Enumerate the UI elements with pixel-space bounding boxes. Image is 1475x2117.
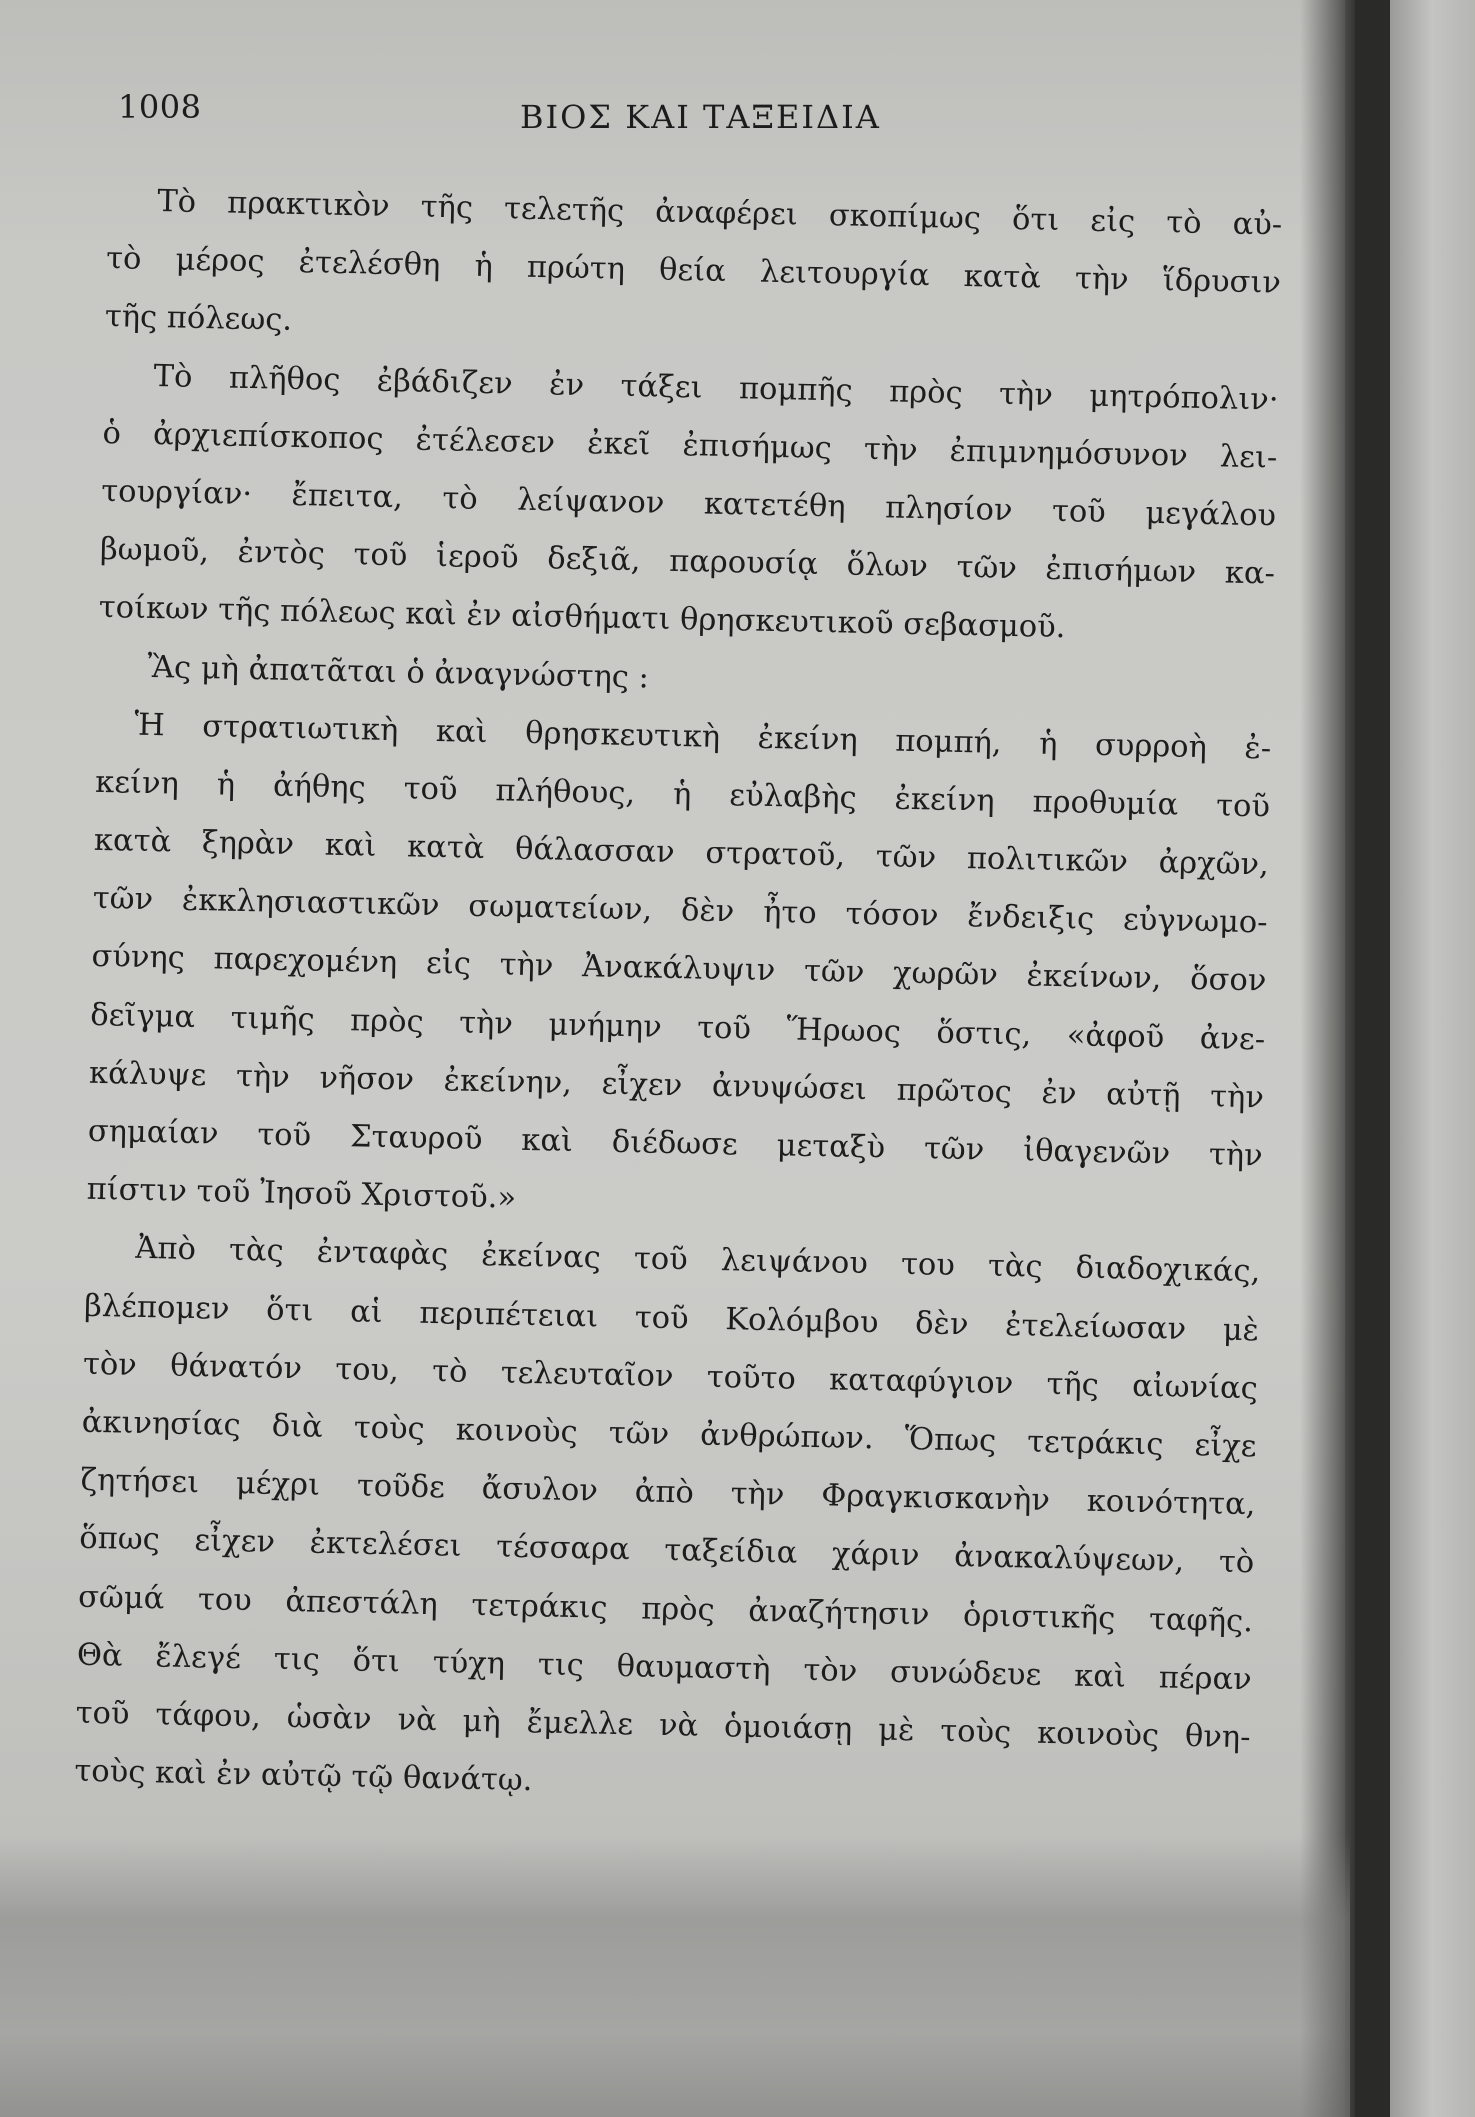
- text-line: κατὰ ξηρὰν καὶ κατὰ θάλασσαν στρατοῦ, τῶν πολιτικῶν ἀρχῶν,: [93, 822, 1270, 883]
- text-line: σύνης παρεχομένη εἰς τὴν Ἀνακάλυψιν τῶν χωρῶν ἐκείνων, ὅσον: [91, 939, 1267, 999]
- text-line: ὁ ἀρχιεπίσκοπος ἐτέλεσεν ἐκεῖ ἐπισήμως τὴν ἐπιμνημόσυνον λει-: [102, 415, 1278, 476]
- text-line: Τὸ πρακτικὸν τῆς τελετῆς ἀναφέρει σκοπίμως ὅτι εἰς τὸ αὐ-: [157, 184, 1283, 243]
- text-line: ὅπως εἶχεν ἐκτελέσει τέσσαρα ταξείδια χάριν ἀνακαλύψεων, τὸ: [79, 1521, 1255, 1581]
- adjacent-page-edge: [1390, 0, 1475, 2117]
- text-line: σῶμά του ἀπεστάλη τετράκις πρὸς ἀναζήτησιν ὁριστικῆς ταφῆς.: [77, 1579, 1254, 1639]
- text-line: κείνη ἡ ἀήθης τοῦ πλήθους, ἡ εὐλαβὴς ἐκείνη προθυμία τοῦ: [94, 764, 1271, 825]
- bottom-stain: [0, 1835, 1350, 2117]
- text-line: Ἂς μὴ ἀπατᾶται ὁ ἀναγνώστης :: [147, 649, 650, 695]
- text-line: κάλυψε τὴν νῆσον ἐκείνην, εἶχεν ἀνυψώσει πρῶτος ἐν αὐτῇ τὴν: [88, 1055, 1265, 1116]
- text-line: τουργίαν· ἔπειτα, τὸ λείψανον κατετέθη πλησίον τοῦ μεγάλου: [100, 473, 1277, 534]
- page-header: [100, 88, 1280, 148]
- gutter-shadow: [1300, 0, 1360, 2117]
- text-line: ζητήσει μέχρι τοῦδε ἄσυλον ἀπὸ τὴν Φραγκισκανὴν κοινότητα,: [80, 1462, 1256, 1523]
- text-line: τοίκων τῆς πόλεως καὶ ἐν αἰσθήματι θρησκευτικοῦ σεβασμοῦ.: [98, 590, 1066, 646]
- text-line: σημαίαν τοῦ Σταυροῦ καὶ διέδωσε μεταξὺ τῶν ἰθαγενῶν τὴν: [87, 1113, 1264, 1174]
- text-line: Ἡ στρατιωτικὴ καὶ θρησκευτικὴ ἐκείνη πομπή, ἡ συρροὴ ἐ-: [134, 707, 1272, 767]
- running-title: ΒΙΟΣ ΚΑΙ ΤΑΞΕΙΔΙΑ: [520, 98, 881, 136]
- page-number: 1008: [118, 88, 202, 126]
- text-line: τῆς πόλεως.: [104, 299, 293, 339]
- text-line: βωμοῦ, ἐντὸς τοῦ ἱεροῦ δεξιᾶ, παρουσίᾳ ὅλων τῶν ἐπισήμων κα-: [99, 532, 1276, 592]
- text-line: δεῖγμα τιμῆς πρὸς τὴν μνήμην τοῦ Ἥρωος ὅστις, «ἀφοῦ ἀνε-: [89, 997, 1266, 1058]
- text-line: βλέπομεν ὅτι αἱ περιπέτειαι τοῦ Κολόμβου δὲν ἐτελείωσαν μὲ: [83, 1288, 1260, 1348]
- text-line: τὸ μέρος ἐτελέσθη ἡ πρώτη θεία λειτουργία κατὰ τὴν ἵδρυσιν: [105, 241, 1282, 301]
- text-line: Ἀπὸ τὰς ἐνταφὰς ἐκείνας τοῦ λειψάνου του τὰς διαδοχικάς,: [135, 1231, 1261, 1290]
- text-line: τοῦ τάφου, ὡσὰν νὰ μὴ ἔμελλε νὰ ὁμοιάσῃ μὲ τοὺς κοινοὺς θνη-: [75, 1695, 1251, 1756]
- text-line: πίστιν τοῦ Ἰησοῦ Χριστοῦ.»: [86, 1171, 517, 1216]
- text-line: τοὺς καὶ ἐν αὐτῷ τῷ θανάτῳ.: [74, 1753, 533, 1799]
- text-line: Τὸ πλῆθος ἐβάδιζεν ἐν τάξει πομπῆς πρὸς τὴν μητρόπολιν·: [153, 358, 1279, 418]
- book-spine: [1355, 0, 1390, 2117]
- text-line: τὸν θάνατόν του, τὸ τελευταῖον τοῦτο καταφύγιον τῆς αἰωνίας: [82, 1346, 1259, 1407]
- text-line: ἀκινησίας διὰ τοὺς κοινοὺς τῶν ἀνθρώπων. Ὅπως τετράκις εἶχε: [81, 1404, 1257, 1465]
- body-text: [74, 172, 1283, 1826]
- text-line: Θὰ ἔλεγέ τις ὅτι τύχη τις θαυμαστὴ τὸν συνώδευε καὶ πέραν: [76, 1637, 1253, 1697]
- text-line: τῶν ἐκκλησιαστικῶν σωματείων, δὲν ἦτο τόσον ἔνδειξις εὐγνωμο-: [92, 881, 1268, 941]
